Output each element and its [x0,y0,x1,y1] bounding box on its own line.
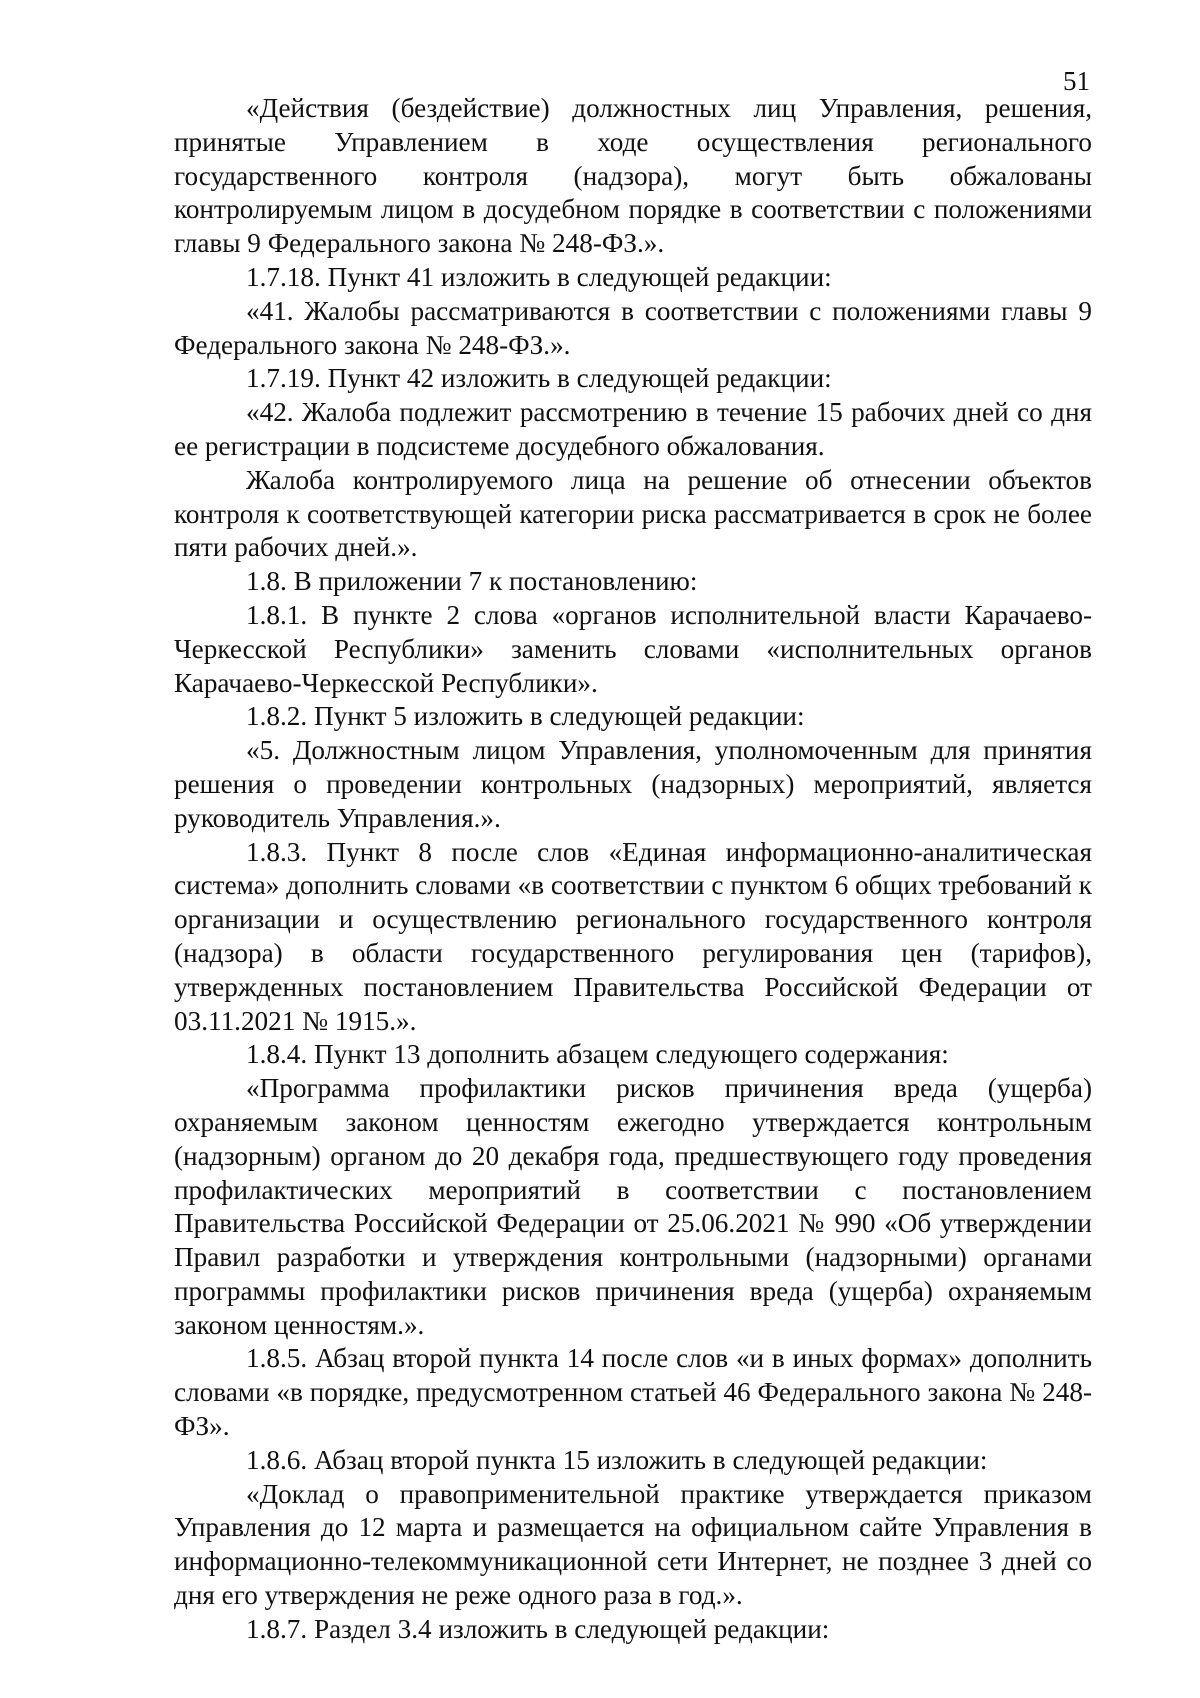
paragraph: 1.7.18. Пункт 41 изложить в следующей редакции: [246,261,832,292]
paragraph: «42. Жалоба подлежит рассмотрению в течение 15 рабочих дней со дня ее регистрации в подсистеме досудебного обжалования. [174,397,1092,461]
paragraph: «41. Жалобы рассматриваются в соответствии с положениями главы 9 Федерального закона № 248-ФЗ.». [174,295,1092,360]
paragraph: «5. Должностным лицом Управления, уполномоченным для принятия решения о проведении контрольных (надзорных) мероприятий, является руководитель Управления.». [174,735,1092,833]
paragraph: 1.8.4. Пункт 13 дополнить абзацем следующего содержания: [246,1039,949,1070]
paragraph: 1.8.3. Пункт 8 после слов «Единая информационно-аналитическая система» дополнить словами «в соответствии с пунктом 6 общих требований к организации и осуществлению регионального государственного контроля (надзора) в области государственного регулирования цен (тарифов), утвержденных постановлением Правительства Российской Федерации от 03.11.2021 № 1915.». [174,836,1092,1036]
paragraph: «Действия (бездействие) должностных лиц Управления, решения, принятые Управлением в ходе осуществления регионального государственного контроля (надзора), могут быть обжалованы контролируемым лицом в досудебном порядке в соответствии с положениями главы 9 Федерального закона № 248-ФЗ.». [174,93,1092,259]
page-number: 51 [1063,66,1090,96]
paragraph: 1.8. В приложении 7 к постановлению: [246,566,698,597]
paragraph: Жалоба контролируемого лица на решение об отнесении объектов контроля к соответствующей категории риска рассматривается в срок не более пяти рабочих дней.». [174,464,1092,563]
paragraph: «Программа профилактики рисков причинения вреда (ущерба) охраняемым законом ценностям ежегодно утверждается контрольным (надзорным) органом до 20 декабря года, предшествующего году проведения профилактических мероприятий в соответствии с постановлением Правительства Российской Федерации от 25.06.2021 № 990 «Об утверждении Правил разработки и утверждения контрольными (надзорными) органами программы профилактики рисков причинения вреда (ущерба) охраняемым законом ценностям.». [174,1073,1092,1340]
paragraph: 1.8.6. Абзац второй пункта 15 изложить в следующей редакции: [246,1444,988,1475]
document-body [174,92,1092,1647]
paragraph: «Доклад о правоприменительной практике утверждается приказом Управления до 12 марта и размещается на официальном сайте Управления в информационно-телекоммуникационной сети Интернет, не позднее 3 дней со дня его утверждения не реже одного раза в год.». [174,1478,1092,1611]
paragraph: 1.7.19. Пункт 42 изложить в следующей редакции: [246,363,832,394]
paragraph: 1.8.1. В пункте 2 слова «органов исполнительной власти Карачаево-Черкесской Республики» заменить словами «исполнительных органов Карачаево-Черкесской Республики». [174,599,1092,698]
paragraph: 1.8.7. Раздел 3.4 изложить в следующей редакции: [246,1613,830,1644]
paragraph: 1.8.2. Пункт 5 изложить в следующей редакции: [246,701,805,732]
paragraph: 1.8.5. Абзац второй пункта 14 после слов «и в иных формах» дополнить словами «в порядке, предусмотренном статьей 46 Федерального закона № 248-ФЗ». [174,1343,1092,1442]
